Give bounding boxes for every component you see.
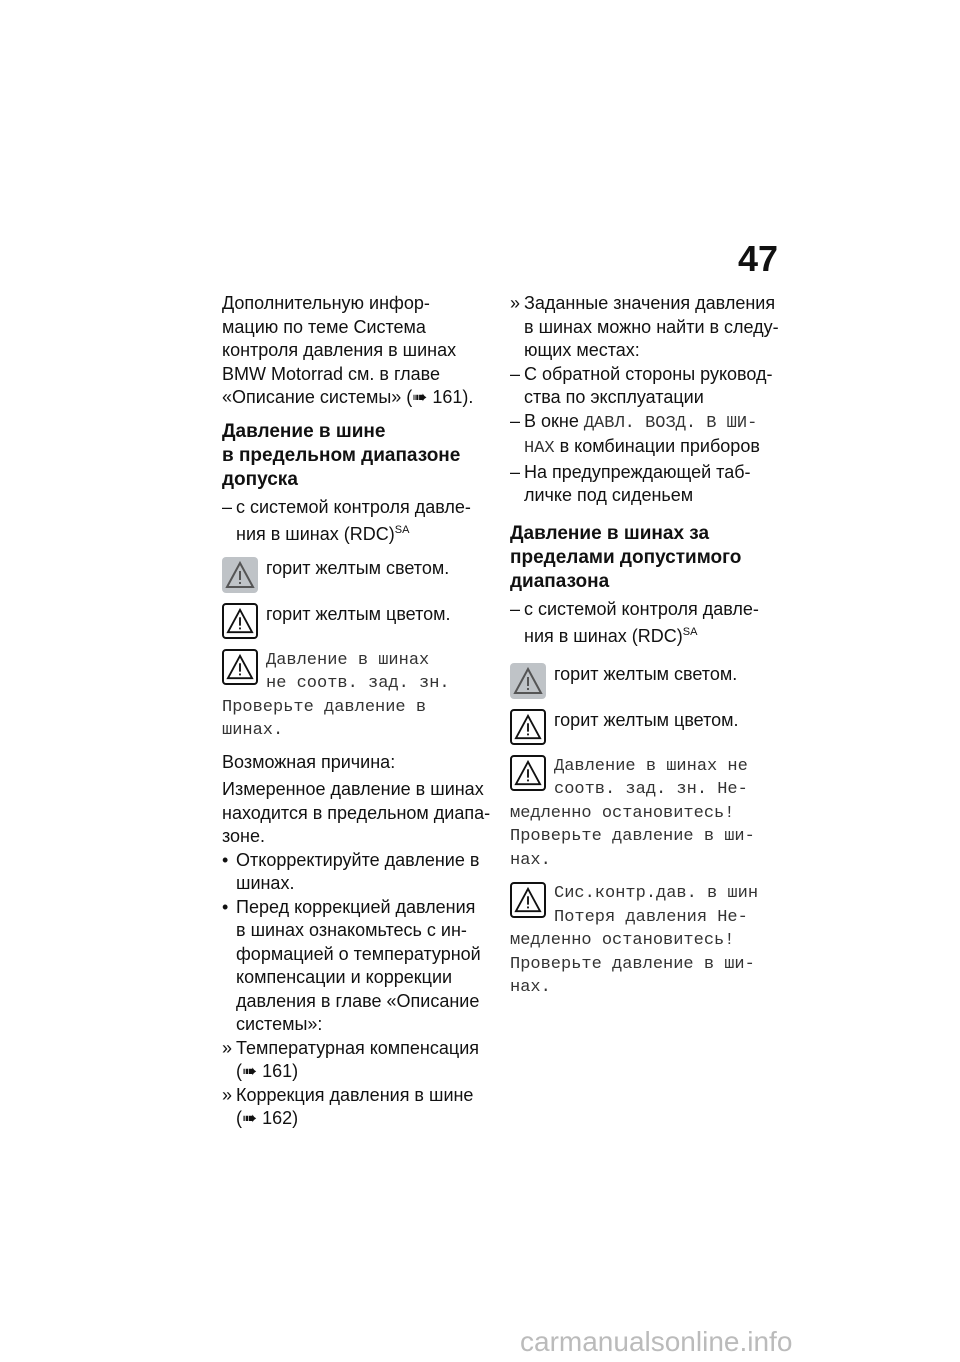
icon-text: горит желтым светом.: [266, 557, 450, 578]
right-column: [510, 292, 785, 1000]
reference-item: » Заданные значения давления в шинах можно найти в следу- ющих местах:: [510, 293, 779, 360]
display-text: Сис.контр.дав. в шин: [554, 884, 759, 903]
intro-line: контроля давления в шинах: [222, 340, 457, 360]
section-heading: Давление в шине в предельном диапазоне допуска: [222, 420, 461, 490]
reference-item[interactable]: » Температурная компенсация (➠ 161): [222, 1037, 479, 1081]
dash-item: – На предупреждающей таб- личке под сиденьем: [510, 461, 751, 505]
warning-triangle-icon: [510, 882, 546, 918]
page-number: 47: [738, 238, 779, 279]
display-text: соотв. зад. зн. Не-: [554, 780, 748, 799]
intro-line: BMW Motorrad см. в главе: [222, 363, 441, 384]
warning-row: [222, 649, 492, 696]
section-heading: Давление в шинах за пределами допустимого диапазона: [510, 522, 742, 592]
icon-text: горит желтым светом.: [554, 663, 738, 684]
intro-line: «Описание системы» (➠ 161).: [222, 387, 474, 407]
warning-row: [222, 603, 492, 639]
dash-item: – С обратной стороны руковод- ства по эксплуатации: [510, 363, 773, 407]
intro-line: Дополнительную инфор-: [222, 293, 430, 313]
dash-item: – с системой контроля давле- ния в шинах (RDC)$^{SA}$: [222, 496, 471, 544]
intro-line: мацию по теме Система: [222, 316, 426, 337]
display-text: медленно остановитесь!: [510, 803, 735, 823]
display-text: шинах.: [222, 721, 284, 740]
warning-triangle-icon: [222, 603, 258, 639]
display-text: медленно остановитесь!: [510, 931, 735, 950]
warning-triangle-icon: [510, 755, 546, 791]
display-text: нах.: [510, 978, 551, 997]
warning-row: [222, 557, 492, 593]
warning-row: [510, 882, 785, 929]
dash-item: – В окне ДАВЛ. ВОЗД. В ШИ- НАХ в комбинации приборов: [510, 410, 760, 458]
display-text: нах.: [510, 850, 551, 870]
icon-text: горит желтым цветом.: [554, 709, 739, 730]
warning-triangle-icon: [222, 649, 258, 685]
reference-item[interactable]: » Коррекция давления в шине (➠ 162): [222, 1084, 474, 1128]
display-text: Давление в шинах не: [554, 756, 748, 776]
display-text: Проверьте давление в: [222, 697, 427, 717]
display-text: Проверьте давление в ши-: [510, 827, 755, 846]
dash-item: – с системой контроля давле- ния в шинах (RDC)$^{SA}$: [510, 598, 759, 646]
cause-text: Измеренное давление в шинах: [222, 779, 484, 799]
icon-text: горит желтым цветом.: [266, 603, 451, 624]
display-text: не соотв. зад. зн.: [266, 674, 450, 693]
display-text: Проверьте давление в ши-: [510, 954, 755, 974]
bullet-item: • Откорректируйте давление в шинах.: [222, 849, 480, 893]
bullet-item: • Перед коррекцией давления в шинах ознакомьтесь с ин- формацией о температурной компенсации и коррекции давления в главе «Описание системы»:: [222, 896, 481, 1034]
left-column: [222, 292, 492, 1131]
warning-triangle-icon: [222, 557, 258, 593]
watermark: carmanualsonline.info: [520, 1326, 793, 1357]
warning-row: [510, 709, 785, 745]
display-text: Потеря давления Не-: [554, 907, 748, 927]
display-text: Давление в шинах: [266, 650, 430, 670]
warning-row: [510, 755, 785, 802]
warning-row: [510, 663, 785, 699]
warning-triangle-icon: [510, 709, 546, 745]
warning-triangle-icon: [510, 663, 546, 699]
cause-label: Возможная причина:: [222, 751, 396, 772]
cause-text: находится в предельном диапа-: [222, 802, 491, 823]
cause-text: зоне.: [222, 826, 266, 846]
